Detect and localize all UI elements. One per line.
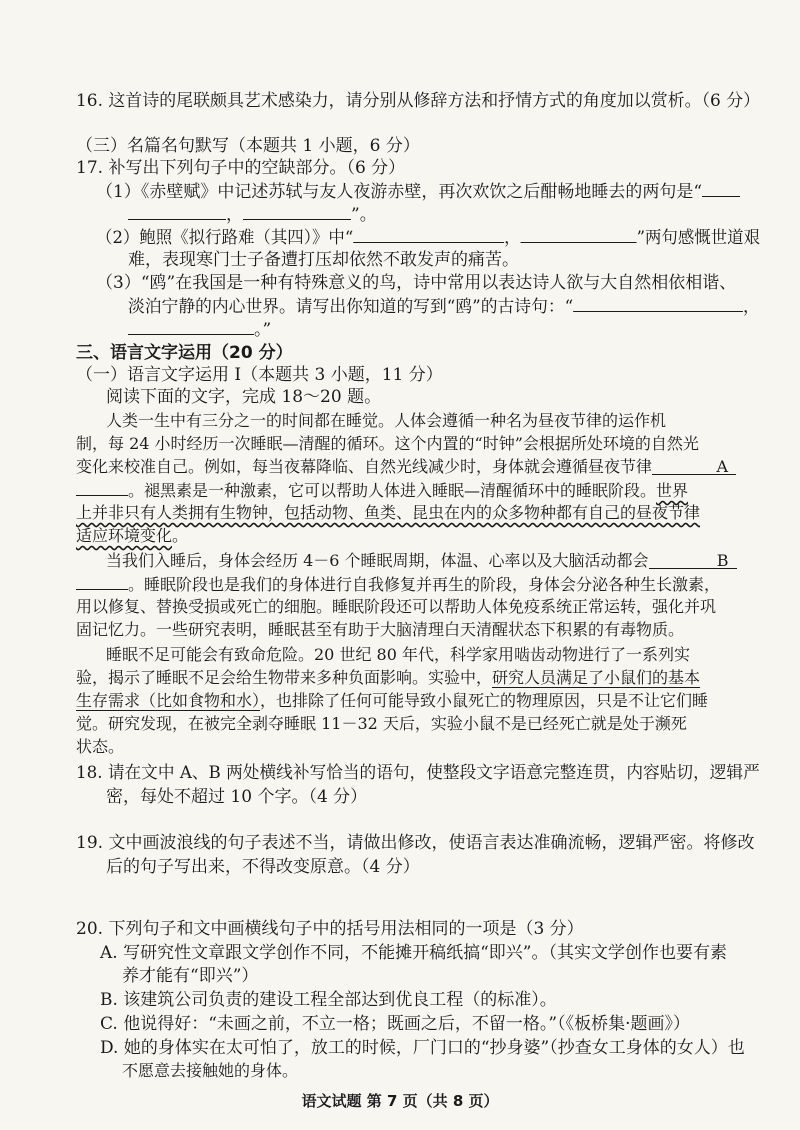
answer-blank[interactable] [128,203,226,220]
question-19-line-2: 后的句子写出来，不得改变原意。（4 分） [106,857,420,877]
question-17-item-1-text: （1）《赤壁赋》中记述苏轼与友人夜游赤壁，再次欢饮之后酣畅地睡去的两句是“ [96,182,703,202]
passage-text: 。睡眠阶段也是我们的身体进行自我修复并再生的阶段，身体会分泌各种生长激素， [128,575,721,594]
passage-text: 。褪黑素是一种激素，它可以帮助人体进入睡眠—清醒循环中的睡眠阶段。 [128,481,657,500]
question-17-item-2-text-end: ”两句感慨世道艰 [636,228,761,248]
underlined-sentence: 生存需求（比如食物和水） [76,691,261,710]
passage-line: 状态。 [76,737,125,756]
passage-line: 用以修复、替换受损或死亡的细胞。睡眠阶段还可以帮助人体免疫系统正常运转，强化并巩 [76,597,717,616]
wavy-underlined-sentence: 适应环境变化 [76,526,173,545]
comma: ， [504,228,521,248]
question-19-line-1: 19. 文中画波浪线的句子表述不当，请做出修改，使语言表达准确流畅，逻辑严密。将修改 [76,833,755,853]
passage-line: 人类一生中有三分之一的时间都在睡觉。人体会遵循一种名为昼夜节律的运作机 [106,411,667,430]
passage-line: 固记忆力。一些研究表明，睡眠甚至有助于大脑清理白天清醒状态下积累的有毒物质。 [76,620,685,639]
reading-instruction: 阅读下面的文字，完成 18～20 题。 [106,387,382,407]
answer-blank[interactable] [521,226,637,243]
option-B[interactable]: B. 该建筑公司负责的建设工程全部达到优良工程（的标准）。 [100,990,557,1010]
passage-text: 变化来校准自己。例如，每当夜幕降临、自然光线减少时，身体就会遵循昼夜节律 [76,457,653,476]
question-17-item-1-line-1 [96,180,740,203]
section-heading-language: 三、语言文字运用（20 分） [76,343,293,363]
passage-line [76,456,736,478]
passage-line [76,525,188,547]
comma: ， [226,205,243,225]
wavy-underlined-sentence: 世界 [656,481,689,500]
comma: ， [742,297,760,317]
passage-line [76,690,708,712]
passage-text: ，也排除了任何可能导致小鼠死亡的物理原因，只是不让它们睡 [260,691,709,710]
passage-line [76,502,700,524]
passage-line: 制，每 24 小时经历一次睡眠—清醒的循环。这个内置的“时钟”会根据所处环境的自然光 [76,434,699,453]
option-D-line-1[interactable]: D. 她的身体实在太可怕了，放工的时候，厂门口的“抄身婆”（抄查女工身体的女人）也 [100,1038,745,1058]
underlined-sentence: 研究人员满足了小鼠们的基本 [492,668,701,687]
passage-text: 验，揭示了睡眠不足会给生物带来多种负面影响。实验中， [76,668,493,687]
closing-quote: 。” [254,320,272,340]
option-A-line-2[interactable]: 养才能有“即兴”） [122,966,259,986]
answer-blank[interactable] [243,203,351,220]
blank-A-continued[interactable] [76,479,128,496]
question-17-item-3-line-1: （3）“鸥”在我国是一种有特殊意义的鸟，诗中常用以表达诗人欲与大自然相依相谐、 [96,273,737,293]
passage-line [106,550,737,572]
question-17-item-3-line-3 [128,318,271,341]
passage-line [76,573,720,596]
answer-blank[interactable] [128,318,254,335]
question-17-item-2-line-2: 难，表现寒门士子备遭打压却依然不敢发声的痛苦。 [128,250,519,270]
wavy-underlined-sentence: 上并非只有人类拥有生物钟，包括动物、鱼类、昆虫在内的众多物种都有自己的昼夜节律 [76,503,701,522]
answer-blank[interactable] [702,180,740,197]
page-footer: 语文试题 第 7 页（共 8 页） [301,1092,499,1110]
passage-line [76,667,700,689]
question-17-item-3-text: 淡泊宁静的内心世界。请写出你知道的写到“鸥”的古诗句：“ [128,297,574,317]
passage-line: 睡眠不足可能会有致命危险。20 世纪 80 年代，科学家用啮齿动物进行了一系列实 [106,645,690,664]
question-18-line-1: 18. 请在文中 A、B 两处横线补写恰当的语句，使整段文字语意完整连贯，内容贴切，逻辑严 [76,763,760,783]
question-17-item-3-line-2 [128,295,760,318]
question-18-line-2: 密，每处不超过 10 个字。（4 分） [106,787,368,807]
passage-line [76,479,688,502]
option-D-line-2[interactable]: 不愿意去接触她的身体。 [122,1061,299,1080]
closing-quote: ”。 [351,205,377,225]
option-C[interactable]: C. 他说得好：“未画之前，不立一格；既画之后，不留一格。”（《板桥集·题画》） [100,1014,690,1034]
blank-A-label: A [716,457,729,476]
question-17-item-2-text: （2）鲍照《拟行路难（其四）》中“ [96,228,354,248]
question-17-item-1-line-2 [128,203,377,226]
question-17-item-2-line-1 [96,226,760,249]
blank-A[interactable] [652,456,736,475]
question-20-stem: 20. 下列句子和文中画横线句子中的括号用法相同的一项是（3 分） [76,919,584,939]
blank-B-label: B [716,551,729,570]
option-A-line-1[interactable]: A. 写研究性文章跟文学创作不同，不能摊开稿纸搞“即兴”。（其实文学创作也要有素 [100,943,727,963]
subsection-heading: （一）语言文字运用 Ⅰ（本题共 3 小题，11 分） [76,365,443,385]
question-16: 16. 这首诗的尾联颇具艺术感染力，请分别从修辞方法和抒情方式的角度加以赏析。（6 分） [76,91,761,111]
question-17-stem: 17. 补写出下列句子中的空缺部分。（6 分） [76,158,406,178]
blank-B-continued[interactable] [76,573,128,590]
blank-B[interactable] [649,550,737,569]
passage-line: 觉。研究发现，在被完全剥夺睡眠 11－32 天后，实验小鼠不是已经死亡就是处于濒死 [76,714,687,733]
passage-text: 当我们入睡后，身体会经历 4－6 个睡眠周期，体温、心率以及大脑活动都会 [106,551,649,570]
answer-blank[interactable] [573,295,743,312]
period: 。 [172,526,189,545]
answer-blank[interactable] [353,226,504,243]
section-heading-memorization: （三）名篇名句默写（本题共 1 小题，6 分） [76,136,420,156]
